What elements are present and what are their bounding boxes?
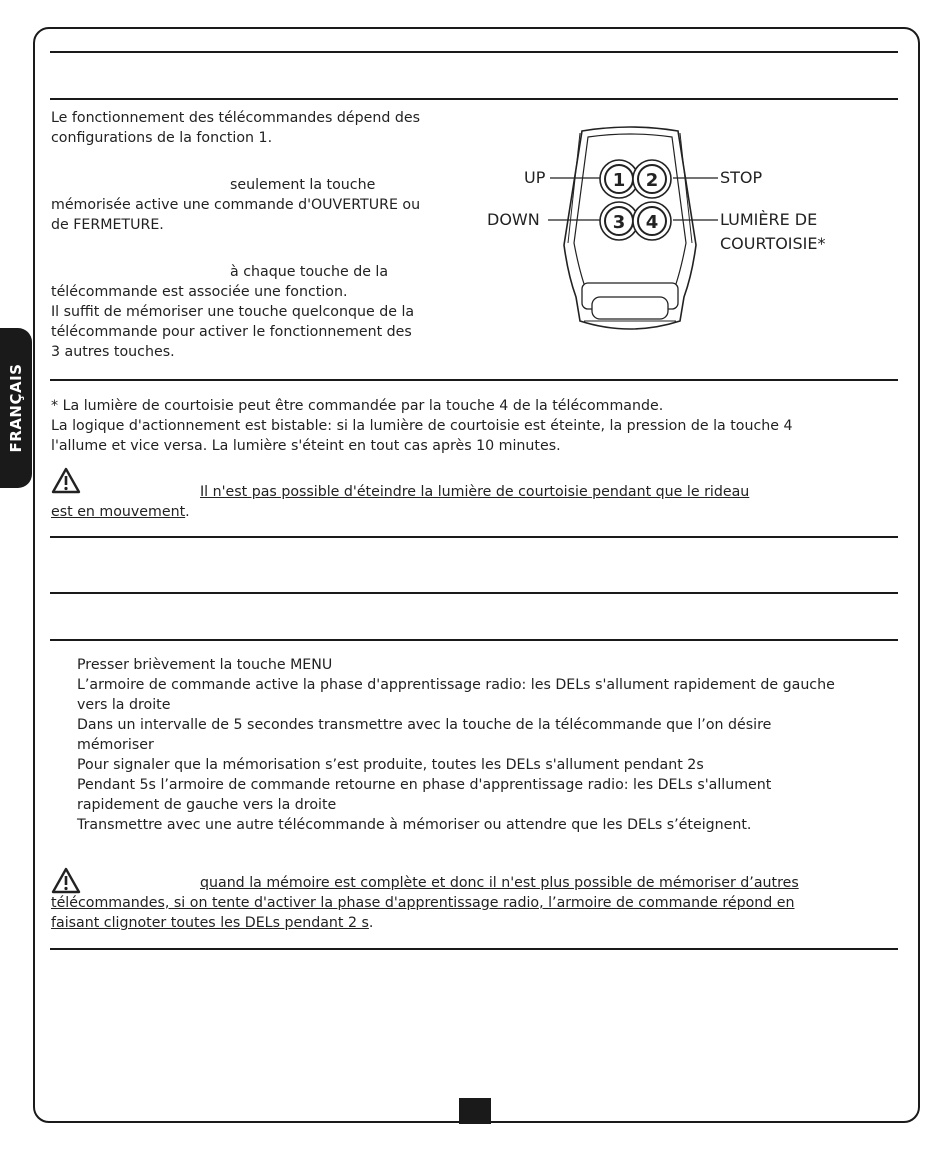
remote-key-1: 1 — [612, 170, 626, 191]
remote-label-stop: STOP — [720, 168, 763, 187]
procedure-step-list — [77, 655, 835, 835]
intro-text — [51, 108, 420, 148]
procedure-step: vers la droite — [77, 697, 171, 713]
mode-two-line: télécommande pour activer le fonctionnement des — [51, 324, 412, 340]
remote-label-light-line: COURTOISIE* — [720, 234, 826, 253]
procedure-step: Pour signaler que la mémorisation s’est produite, toutes les DELs s'allument pendant 2s — [77, 757, 704, 773]
remote-key-2: 2 — [645, 170, 659, 191]
courtesy-line: l'allume et vice versa. La lumière s'éteint en tout cas après 10 minutes. — [51, 438, 561, 454]
page-number-marker — [459, 1098, 491, 1124]
courtesy-warning-text: Il n'est pas possible d'éteindre la lumière de courtoisie pendant que le rideau — [200, 484, 750, 500]
procedure-step: Presser brièvement la touche MENU — [77, 657, 333, 673]
remote-key-4: 4 — [645, 212, 659, 233]
procedure-steps — [77, 655, 835, 835]
courtesy-text — [51, 396, 793, 456]
rule-section-2 — [50, 379, 898, 381]
procedure-step: Pendant 5s l’armoire de commande retourne en phase d'apprentissage radio: les DELs s'allument — [77, 777, 772, 793]
intro-line: configurations de la fonction 1. — [51, 130, 273, 146]
mode-two-text — [51, 262, 414, 362]
language-tab-label: FRANÇAIS — [7, 363, 25, 453]
mode-two-line: à chaque touche de la — [230, 264, 389, 280]
remote-label-down: DOWN — [487, 210, 540, 229]
courtesy-warning-text: est en mouvement — [51, 504, 186, 520]
rule-section-4 — [50, 592, 898, 594]
rule-section-6 — [50, 948, 898, 950]
courtesy-line: * La lumière de courtoisie peut être commandée par la touche 4 de la télécommande. — [51, 398, 664, 414]
procedure-warning-text: faisant clignoter toutes les DELs pendant 2 s — [51, 915, 369, 931]
mode-one-line: mémorisée active une commande d'OUVERTURE ou — [51, 197, 421, 213]
remote-callout-lines — [540, 165, 725, 235]
courtesy-warning-end: . — [185, 504, 190, 520]
procedure-warning — [51, 873, 799, 933]
mode-one-line: de FERMETURE. — [51, 217, 164, 233]
procedure-step: mémoriser — [77, 737, 154, 753]
courtesy-warning — [51, 482, 749, 522]
courtesy-line: La logique d'actionnement est bistable: si la lumière de courtoisie est éteinte, la pression de la touche 4 — [51, 418, 793, 434]
remote-label-light-line: LUMIÈRE DE — [720, 210, 818, 229]
procedure-warning-text: quand la mémoire est complète et donc il n'est plus possible de mémoriser d’autres — [200, 875, 799, 891]
rule-section-3 — [50, 536, 898, 538]
mode-two-line: 3 autres touches. — [51, 344, 175, 360]
rule-section-5 — [50, 639, 898, 641]
intro-line: Le fonctionnement des télécommandes dépend des — [51, 110, 421, 126]
language-tab — [0, 328, 32, 488]
mode-two-line: Il suffit de mémoriser une touche quelconque de la — [51, 304, 415, 320]
rule-top — [50, 51, 898, 53]
procedure-warning-text: télécommandes, si on tente d'activer la phase d'apprentissage radio, l’armoire de commande répond en — [51, 895, 795, 911]
procedure-step: Transmettre avec une autre télécommande à mémoriser ou attendre que les DELs s’éteignent. — [77, 817, 752, 833]
mode-two-line: télécommande est associée une fonction. — [51, 284, 348, 300]
procedure-step: rapidement de gauche vers la droite — [77, 797, 337, 813]
procedure-warning-end: . — [368, 915, 374, 931]
rule-section-1 — [50, 98, 898, 100]
procedure-step: L’armoire de commande active la phase d'apprentissage radio: les DELs s'allument rapidement de gauche — [77, 677, 835, 693]
remote-label-up: UP — [524, 168, 546, 187]
mode-one-text — [51, 175, 420, 235]
procedure-step: Dans un intervalle de 5 secondes transmettre avec la touche de la télécommande que l’on désire — [77, 717, 772, 733]
remote-key-3: 3 — [612, 212, 626, 233]
mode-one-line: seulement la touche — [230, 177, 376, 193]
remote-label-light — [720, 208, 826, 256]
